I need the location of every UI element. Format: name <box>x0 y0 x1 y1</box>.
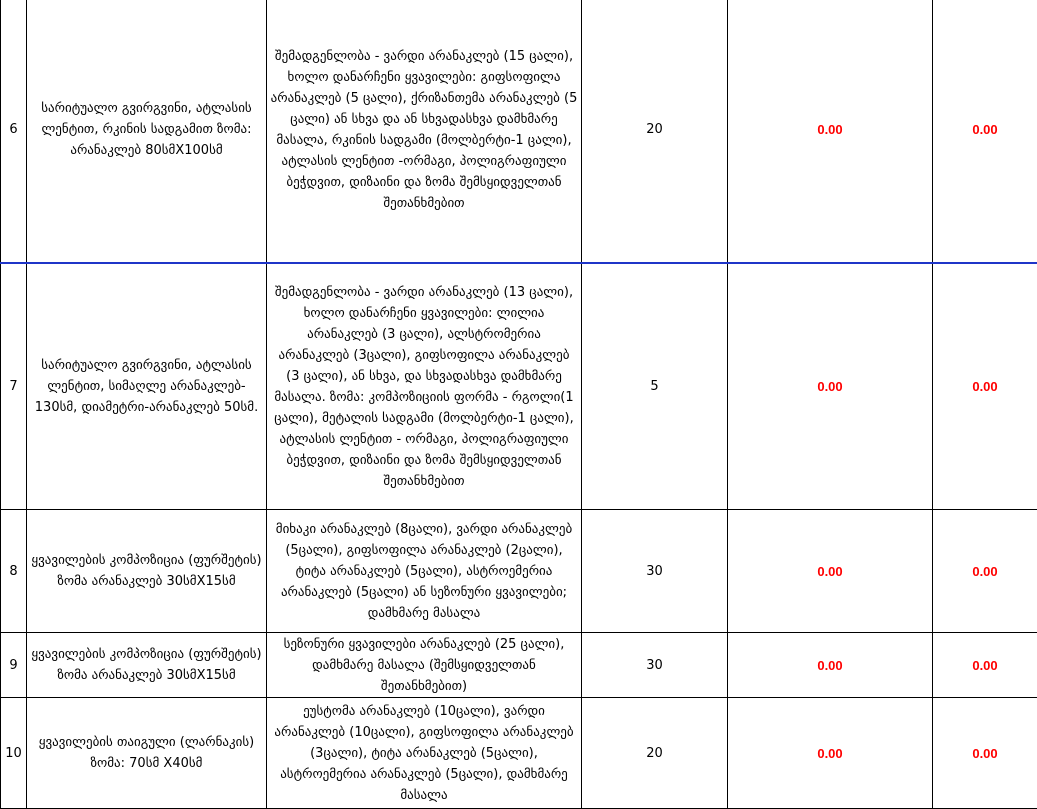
row-number: 7 <box>1 263 27 510</box>
item-quantity: 5 <box>582 263 728 510</box>
item-composition: მიხაკი არანაკლებ (8ცალი), ვარდი არანაკლებ (5ცალი), გიფსოფილა არანაკლებ (2ცალი), ტიტა არანაკლებ (5ცალი), ასტროემერია არანაკლებ (5ცალი) ან სეზონური ყვავილები; დამხმარე მასალა <box>267 510 582 633</box>
item-name: სარიტუალო გვირგვინი, ატლასის ლენტით, სიმაღლე არანაკლებ- 130სმ, დიამეტრი-არანაკლებ 50სმ. <box>27 263 267 510</box>
item-quantity: 30 <box>582 633 728 698</box>
item-unit-price: 0.00 <box>728 633 933 698</box>
item-total: 0.00 <box>933 698 1037 809</box>
item-unit-price: 0.00 <box>728 263 933 510</box>
item-quantity: 20 <box>582 0 728 263</box>
table-row <box>1 510 1037 633</box>
item-name: ყვავილების კომპოზიცია (ფურშეტის) ზომა არანაკლებ 30სმX15სმ <box>27 633 267 698</box>
item-total: 0.00 <box>933 633 1037 698</box>
item-unit-price: 0.00 <box>728 698 933 809</box>
item-total: 0.00 <box>933 263 1037 510</box>
item-name: ყვავილების კომპოზიცია (ფურშეტის) ზომა არანაკლებ 30სმX15სმ <box>27 510 267 633</box>
item-name: ყვავილების თაიგული (ლარნაკის) ზომა: 70სმ X40სმ <box>27 698 267 809</box>
item-total: 0.00 <box>933 510 1037 633</box>
item-unit-price: 0.00 <box>728 0 933 263</box>
row-number: 10 <box>1 698 27 809</box>
item-unit-price: 0.00 <box>728 510 933 633</box>
item-composition: შემადგენლობა - ვარდი არანაკლებ (13 ცალი), ხოლო დანარჩენი ყვავილები: ლილია არანაკლებ (3 ცალი), ალსტრომერია არანაკლებ (3ცალი), გიფსოფილა არანაკლებ (3 ცალი), ან სხვა, და სხვადასხვა დამხმარე მასალა. ზომა: კომპოზიციის ფორმა - რგოლი(1 ცალი), მეტალის სადგამი (მოლბერტი-1 ცალი), ატლასის ლენტით - ორმაგი, პოლიგრაფიული ბეჭდვით, დიზაინი და ზომა შემსყიდველთან შეთანხმებით <box>267 263 582 510</box>
item-quantity: 20 <box>582 698 728 809</box>
row-number: 9 <box>1 633 27 698</box>
table-row <box>1 0 1037 263</box>
item-composition: შემადგენლობა - ვარდი არანაკლებ (15 ცალი), ხოლო დანარჩენი ყვავილები: გიფსოფილა არანაკლებ (5 ცალი), ქრიზანთემა არანაკლებ (5 ცალი) ან სხვა და ან სხვადასხვა დამხმარე მასალა, რკინის სადგამი (მოლბერტი-1 ცალი), ატლასის ლენტით -ორმაგი, პოლიგრაფიული ბეჭდვით, დიზაინი და ზომა შემსყიდველთან შეთანხმებით <box>267 0 582 263</box>
item-name: სარიტუალო გვირგვინი, ატლასის ლენტით, რკინის სადგამით ზომა: არანაკლებ 80სმX100სმ <box>27 0 267 263</box>
table-row <box>1 633 1037 698</box>
item-quantity: 30 <box>582 510 728 633</box>
table-row <box>1 698 1037 809</box>
item-composition: სეზონური ყვავილები არანაკლებ (25 ცალი), დამხმარე მასალა (შემსყიდველთან შეთანხმებით) <box>267 633 582 698</box>
item-total: 0.00 <box>933 0 1037 263</box>
table-row <box>1 263 1037 510</box>
item-composition: ეუსტომა არანაკლებ (10ცალი), ვარდი არანაკლებ (10ცალი), გიფსოფილა არანაკლებ (3ცალი), ტიტა არანაკლებ (5ცალი), ასტროემერია არანაკლებ (5ცალი), დამხმარე მასალა <box>267 698 582 809</box>
row-number: 8 <box>1 510 27 633</box>
row-number: 6 <box>1 0 27 263</box>
